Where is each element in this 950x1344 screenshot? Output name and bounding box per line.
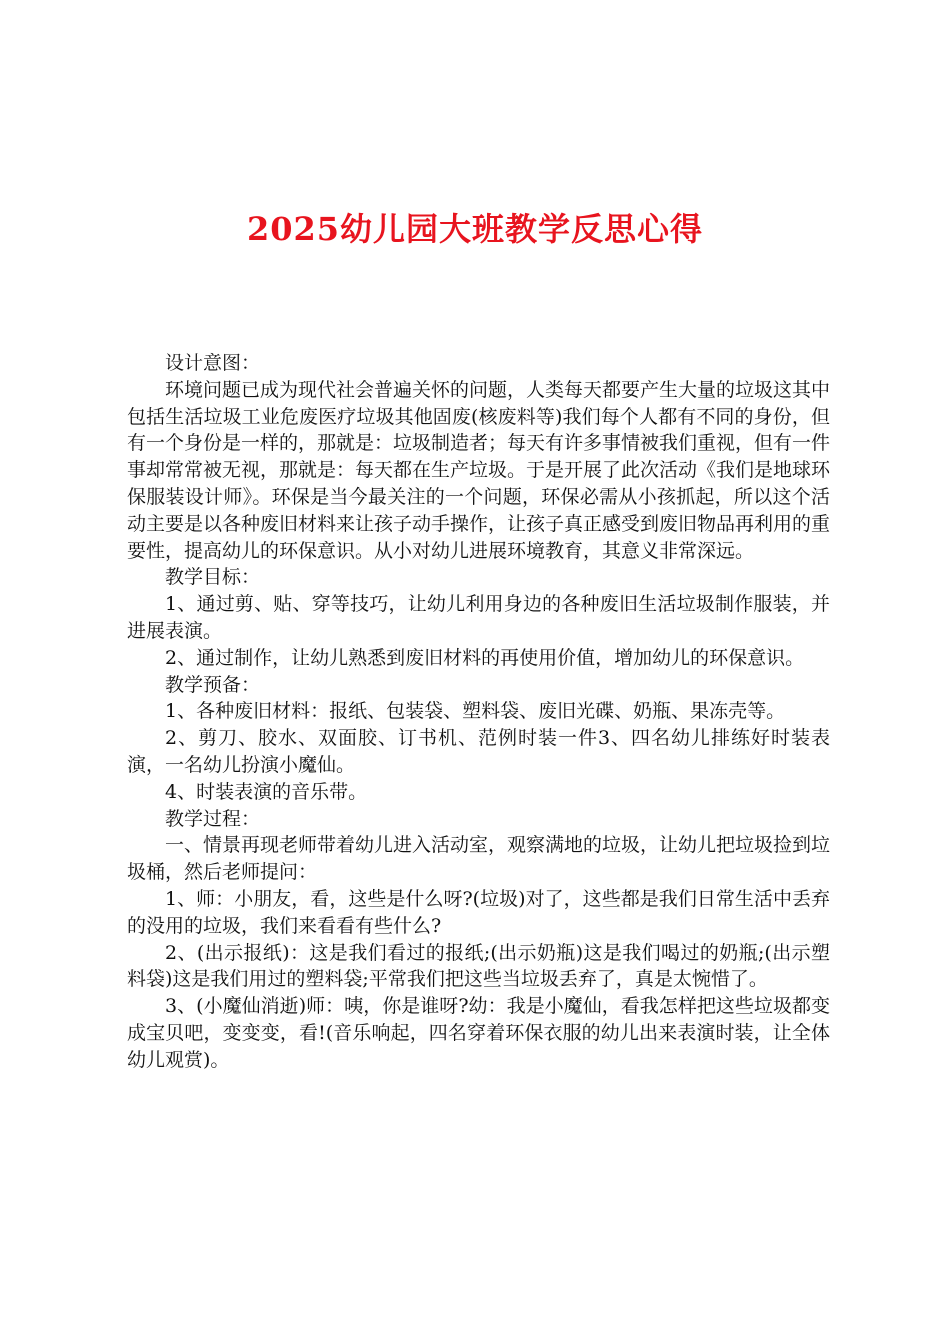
paragraph-process-scene: 一、情景再现老师带着幼儿进入活动室，观察满地的垃圾，让幼儿把垃圾捡到垃圾桶，然后老师提问： (127, 834, 831, 884)
paragraph-goal-2: 2、通过制作，让幼儿熟悉到废旧材料的再使用价值，增加幼儿的环保意识。 (165, 646, 805, 669)
paragraph-process-heading: 教学过程： (165, 807, 261, 830)
paragraph-design-intent-heading: 设计意图： (165, 352, 261, 374)
paragraph-process-3: 3、(小魔仙消逝)师：咦，你是谁呀?幼：我是小魔仙，看我怎样把这些垃圾都变成宝贝吧，变变变，看!(音乐响起，四名穿着环保衣服的幼儿出来表演时装，让全体幼儿观赏)。 (127, 995, 830, 1071)
paragraph-design-intent: 环境问题已成为现代社会普遍关怀的问题，人类每天都要产生大量的垃圾这其中包括生活垃圾工业危废医疗垃圾其他固废(核废料等)我们每个人都有不同的身份，但有一个身份是一样的，那就是：垃圾制造者；每天有许多事情被我们重视，但有一件事却常常被无视，那就是：每天都在生产垃圾。于是开展了此次活动《我们是地球环保服装设计师》。环保是当今最关注的一个问题，环保必需从小孩抓起，所以这个活动主要是以各种废旧材料来让孩子动手操作，让孩子真正感受到废旧物品再利用的重要性，提高幼儿的环保意识。从小对幼儿进展环境教育，其意义非常深远。 (127, 378, 831, 562)
paragraph-goals-heading: 教学目标： (165, 566, 261, 589)
document-body (127, 350, 830, 1074)
document-title: 2025幼儿园大班教学反思心得 (246, 210, 704, 248)
paragraph-goal-1: 1、通过剪、贴、穿等技巧，让幼儿利用身边的各种废旧生活垃圾制作服装，并进展表演。 (127, 593, 830, 642)
paragraph-preparation-1: 1、各种废旧材料：报纸、包装袋、塑料袋、废旧光碟、奶瓶、果冻壳等。 (165, 700, 786, 723)
paragraph-process-2: 2、(出示报纸)：这是我们看过的报纸;(出示奶瓶)这是我们喝过的奶瓶;(出示塑料袋)这是我们用过的塑料袋;平常我们把这些当垃圾丢弃了，真是太惋惜了。 (127, 941, 830, 991)
paragraph-preparation-2: 2、剪刀、胶水、双面胶、订书机、范例时装一件3、四名幼儿排练好时装表演，一名幼儿扮演小魔仙。 (127, 727, 830, 776)
paragraph-process-1: 1、师：小朋友，看，这些是什么呀?(垃圾)对了，这些都是我们日常生活中丢弃的没用的垃圾，我们来看看有些什么? (127, 887, 830, 937)
paragraph-preparation-4: 4、时装表演的音乐带。 (165, 780, 368, 803)
paragraph-preparation-heading: 教学预备： (165, 673, 261, 696)
